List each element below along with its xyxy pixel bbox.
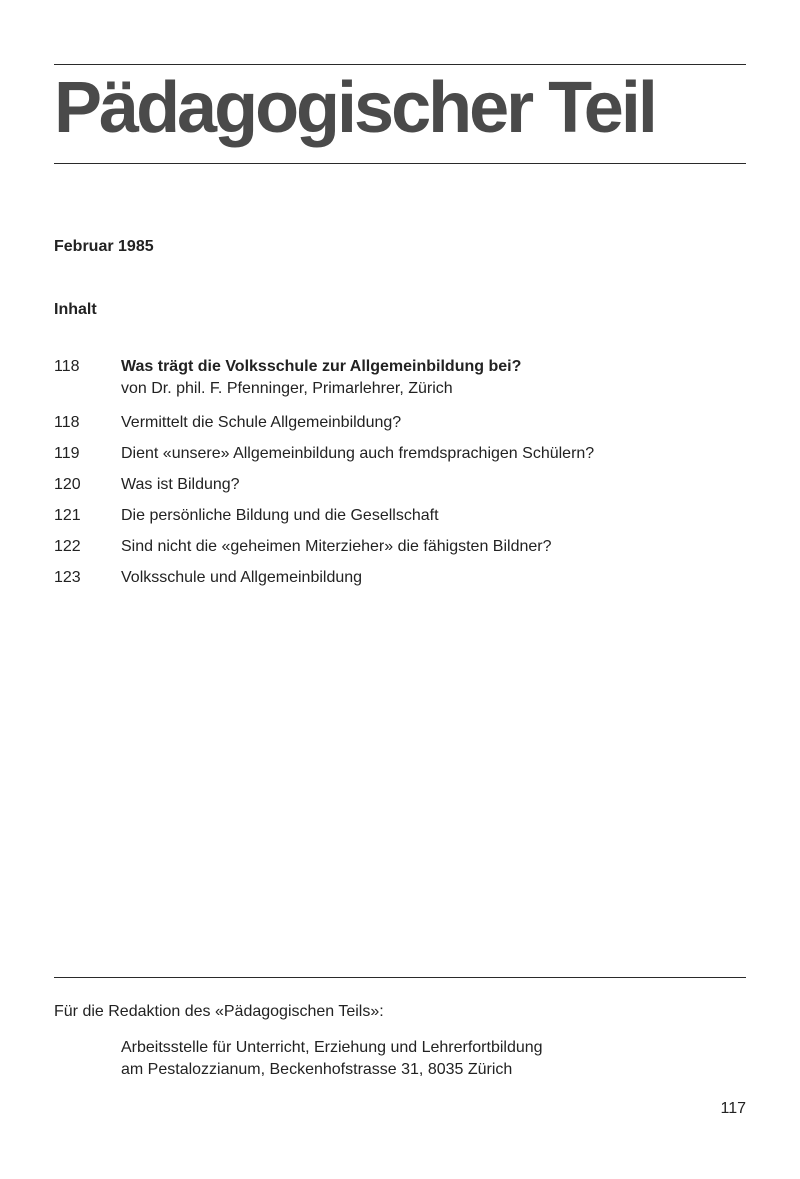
toc-entry — [54, 567, 754, 589]
toc-entry-title: Volksschule und Allgemeinbildung — [121, 569, 363, 586]
toc-page-number: 118 — [54, 358, 80, 375]
toc-entry-title: Die persönliche Bildung und die Gesellschaft — [121, 507, 439, 524]
toc-entry — [54, 536, 754, 558]
toc-page-number: 123 — [54, 569, 81, 586]
toc-entry-title: Sind nicht die «geheimen Miterzieher» die fähigsten Bildner? — [121, 538, 552, 555]
toc-lead-author: von Dr. phil. F. Pfenninger, Primarlehrer, Zürich — [121, 380, 453, 397]
address-line-1: Arbeitsstelle für Unterricht, Erziehung und Lehrerfortbildung — [121, 1039, 543, 1056]
address-line-2: am Pestalozzianum, Beckenhofstrasse 31, 8035 Zürich — [121, 1061, 513, 1078]
editorial-address — [121, 1037, 543, 1081]
editorial-label: Für die Redaktion des «Pädagogischen Teils»: — [54, 1003, 384, 1020]
toc-entry-title: Vermittelt die Schule Allgemeinbildung? — [121, 414, 402, 431]
toc-page-number: 118 — [54, 414, 80, 431]
header-bottom-rule — [54, 163, 746, 164]
issue-date: Februar 1985 — [54, 238, 154, 255]
toc-page-number: 121 — [54, 507, 81, 524]
toc-entry — [54, 474, 754, 496]
contents-heading: Inhalt — [54, 301, 97, 318]
toc-page-number: 119 — [54, 445, 80, 462]
table-of-contents — [54, 356, 754, 598]
toc-entry — [54, 443, 754, 465]
page-number: 117 — [720, 1100, 746, 1117]
toc-lead-title: Was trägt die Volksschule zur Allgemeinbildung bei? — [121, 358, 522, 375]
toc-page-number: 120 — [54, 476, 81, 493]
toc-entry-lead — [54, 356, 754, 400]
toc-entry-title: Was ist Bildung? — [121, 476, 240, 493]
footer-rule — [54, 977, 746, 978]
toc-page-number: 122 — [54, 538, 81, 555]
toc-entry — [54, 412, 754, 434]
toc-entry — [54, 505, 754, 527]
toc-entry-title: Dient «unsere» Allgemeinbildung auch fremdsprachigen Schülern? — [121, 445, 595, 462]
page-title: Pädagogischer Teil — [54, 68, 655, 148]
header-top-rule — [54, 64, 746, 65]
